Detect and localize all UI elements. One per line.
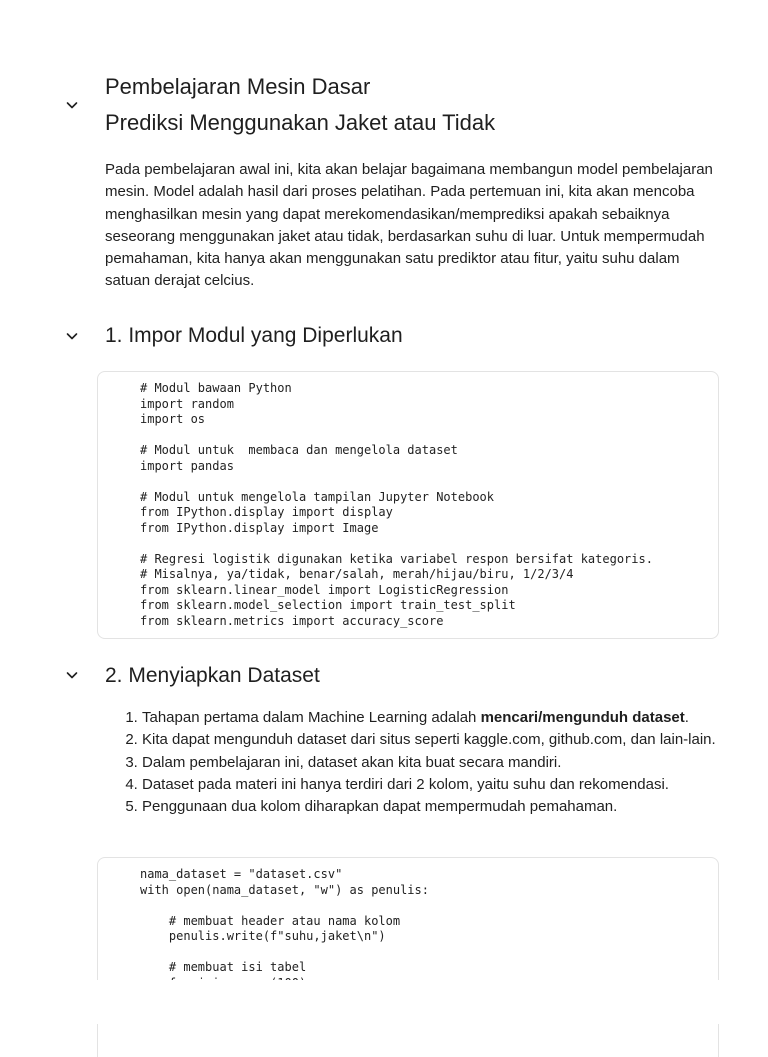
collapse-section2-chevron[interactable] bbox=[64, 667, 80, 683]
step1-text: Tahapan pertama dalam Machine Learning adalah bbox=[142, 709, 481, 726]
step1-bold: mencari/mengunduh dataset bbox=[480, 709, 685, 726]
dataset-steps-list bbox=[105, 707, 742, 818]
chevron-down-icon bbox=[64, 667, 80, 683]
code-imports[interactable]: # Modul bawaan Python import random import os # Modul untuk membaca dan mengelola dataset import pandas # Modul untuk mengelola tampilan Jupyter Notebook from IPython.display import display from IPython.display import Image # Regresi logistik digunakan ketika variabel respon bersifat kategoris. # Misalnya, ya/tidak, benar/salah, merah/hijau/biru, 1/2/3/4 from sklearn.linear_model import LogisticRegression from sklearn.model_selection import train_test_split from sklearn.metrics import accuracy_score bbox=[140, 381, 653, 628]
code-dataset[interactable]: nama_dataset = "dataset.csv" with open(nama_dataset, "w") as penulis: # membuat header atau nama kolom penulis.write(f"suhu,jaket\n") # membuat isi tabel bbox=[140, 867, 429, 974]
section1-heading: 1. Impor Modul yang Diperlukan bbox=[105, 324, 403, 347]
code-cell-imports[interactable] bbox=[97, 371, 719, 639]
collapse-section-header-chevron[interactable] bbox=[64, 97, 80, 113]
notebook-title-line2: Prediksi Menggunakan Jaket atau Tidak bbox=[105, 110, 496, 135]
list-item: 4. Dataset pada materi ini hanya terdiri dari 2 kolom, yaitu suhu dan rekomendasi. bbox=[142, 774, 742, 796]
intro-paragraph: Pada pembelajaran awal ini, kita akan belajar bagaimana membangun model pembelajaran mesin. Model adalah hasil dari proses pelatihan. Pada pertemuan ini, kita akan mencoba menghasilkan mesin yang dapat merekomendasikan/memprediksi apakah sebaiknya seseorang menggunakan jaket atau tidak, berdasarkan suhu di luar. Untuk mempermudah pemahaman, kita hanya akan menggunakan satu prediktor atau fitur, yaitu suhu dalam satuan derajat celcius. bbox=[105, 161, 713, 290]
collapse-section1-chevron[interactable] bbox=[64, 328, 80, 344]
page-bottom-margin bbox=[0, 980, 768, 1024]
chevron-down-icon bbox=[64, 328, 80, 344]
notebook-title-line1: Pembelajaran Mesin Dasar bbox=[105, 74, 371, 99]
chevron-down-icon bbox=[64, 97, 80, 113]
code-cell-dataset[interactable] bbox=[97, 857, 719, 1057]
section2-heading: 2. Menyiapkan Dataset bbox=[105, 664, 320, 687]
list-item: 2. Kita dapat mengunduh dataset dari situs seperti kaggle.com, github.com, dan lain-lain. bbox=[142, 729, 742, 751]
step1-end: . bbox=[684, 709, 689, 726]
list-item: 3. Dalam pembelajaran ini, dataset akan kita buat secara mandiri. bbox=[142, 752, 742, 774]
list-item: 5. Penggunaan dua kolom diharapkan dapat mempermudah pemahaman. bbox=[142, 796, 742, 818]
list-item bbox=[142, 707, 742, 729]
